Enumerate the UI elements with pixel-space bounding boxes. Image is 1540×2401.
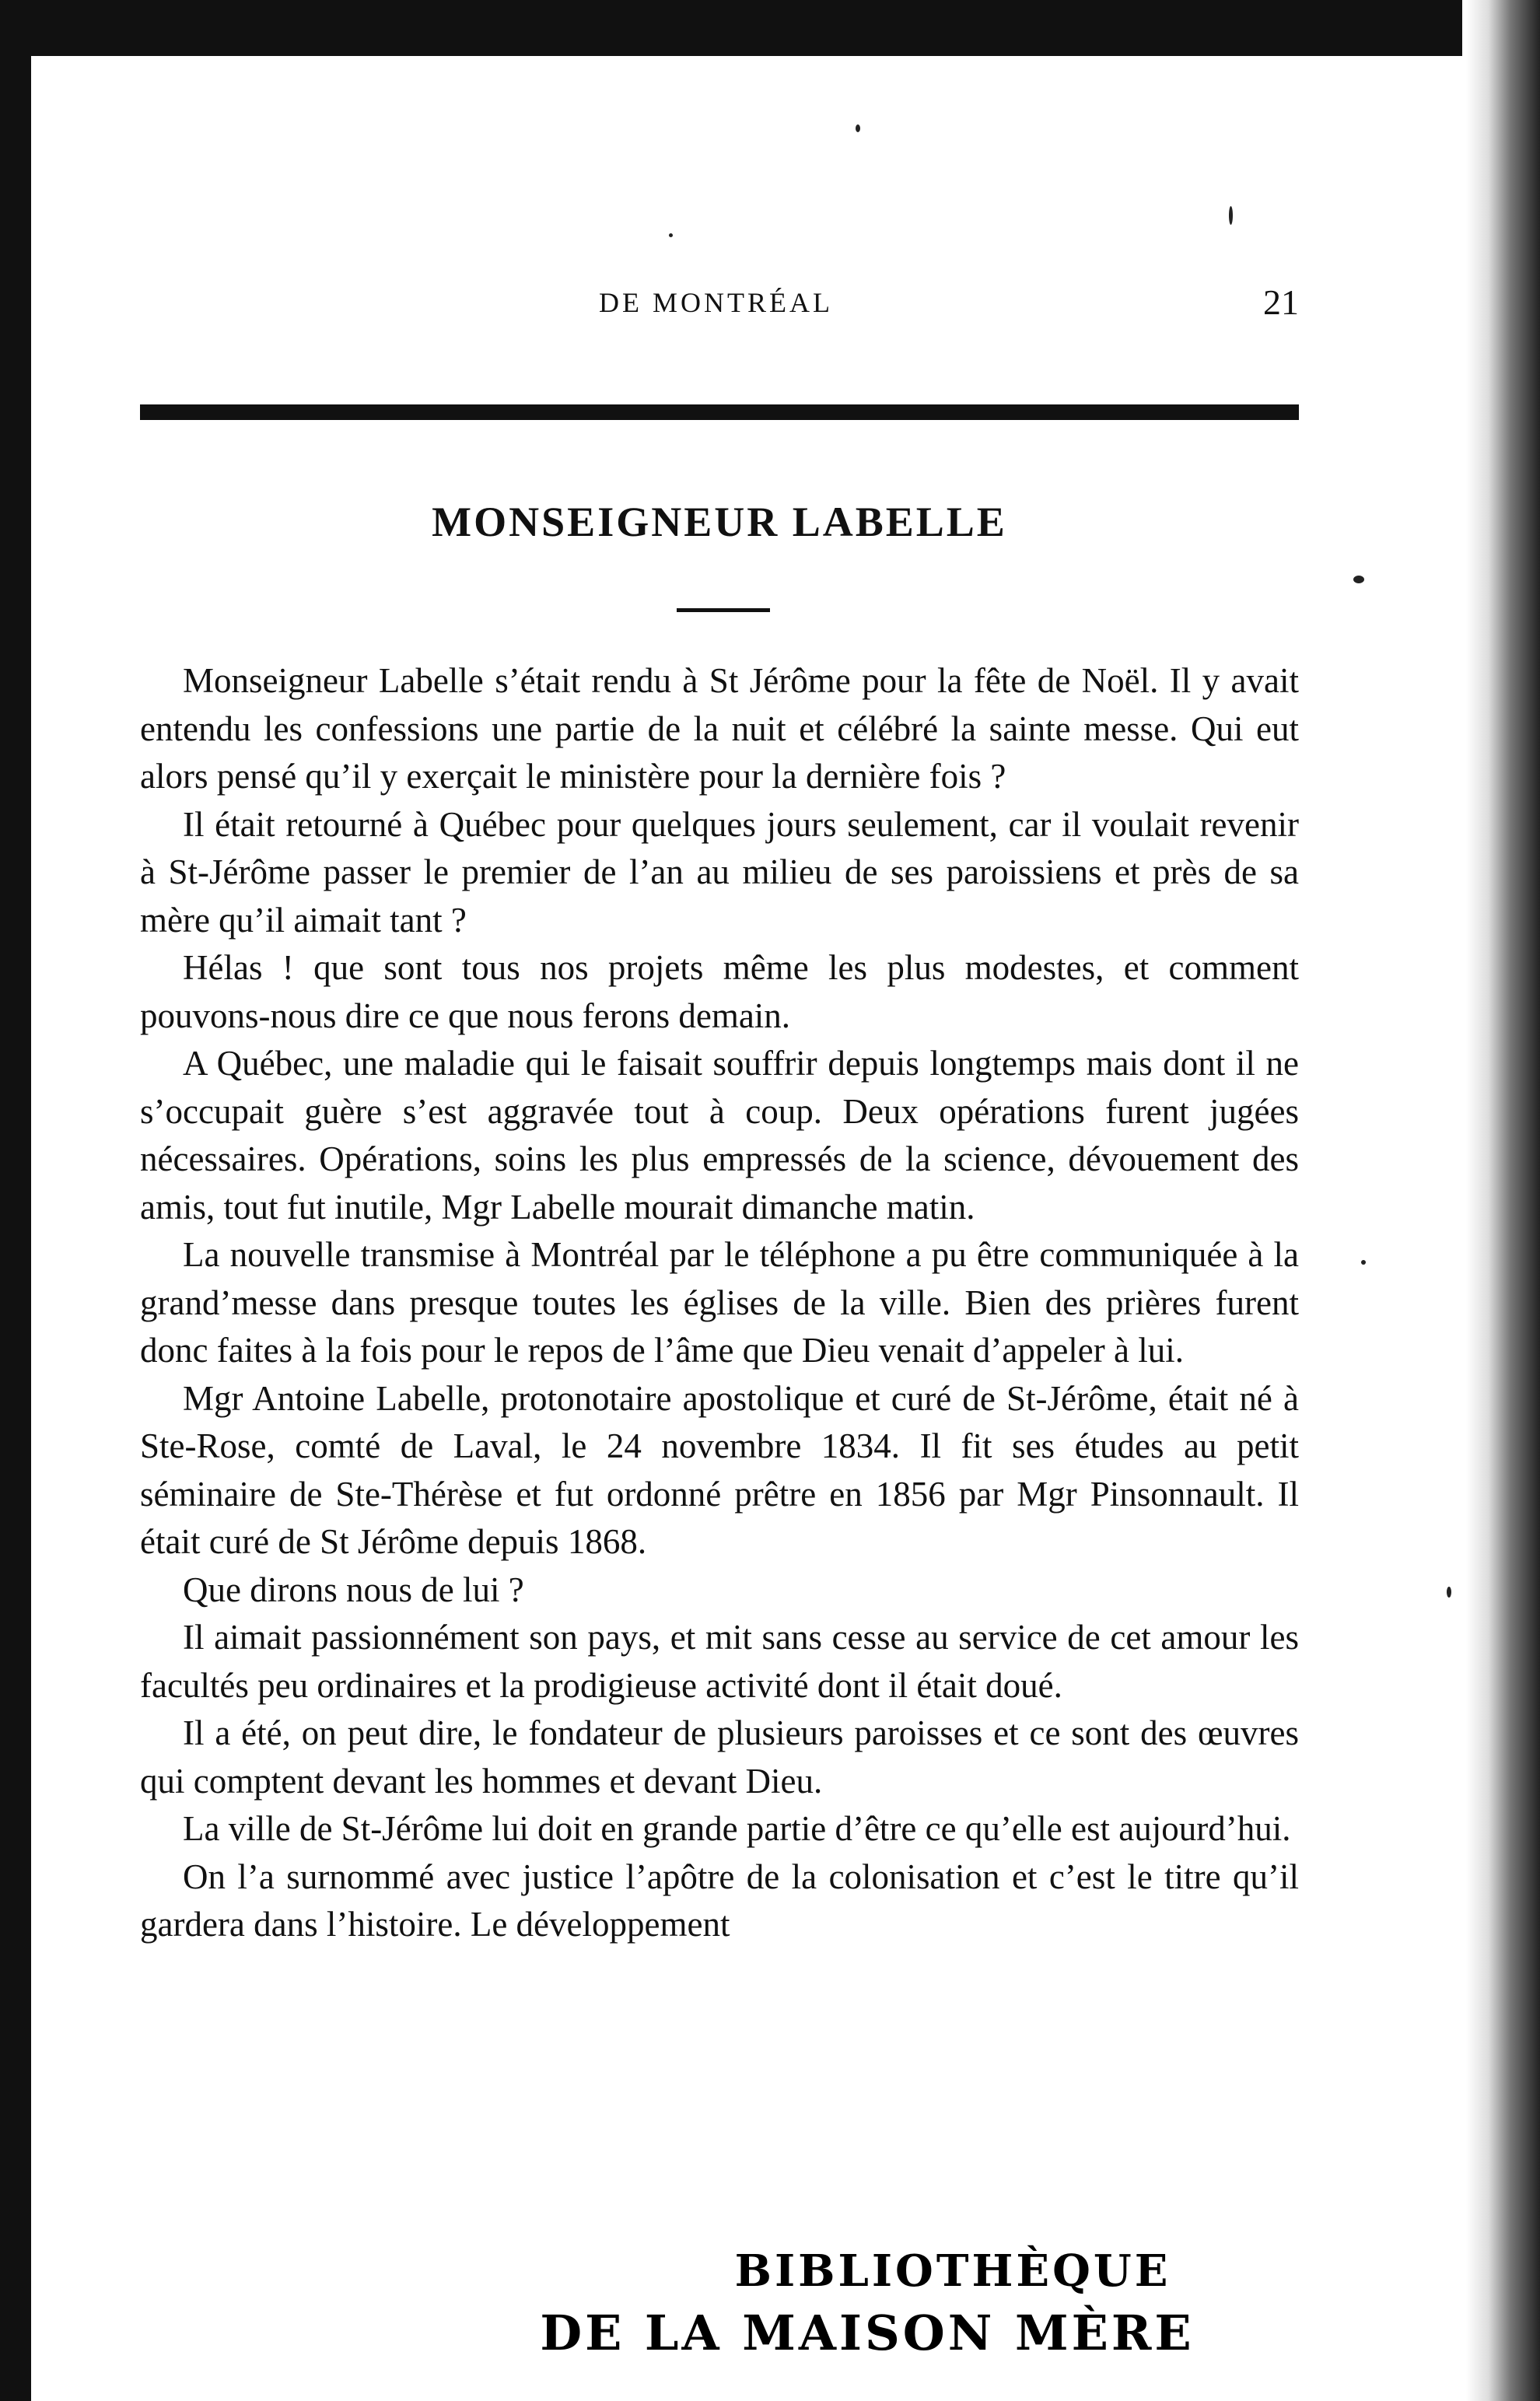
scan-speck xyxy=(669,233,673,237)
paragraph: Il aimait passionnément son pays, et mit sans cesse au service de cet amour les facultés peu ordinaires et la prodigieuse activité dont il était doué. xyxy=(140,1618,1299,1705)
scan-speck xyxy=(856,124,860,132)
paragraph: Il a été, on peut dire, le fondateur de plusieurs paroisses et ce sont des œuvres qui comptent devant les hommes et devant Dieu. xyxy=(140,1713,1299,1801)
paragraph: Hélas ! que sont tous nos projets même les plus modestes, et comment pouvons-nous dire ce que nous ferons demain. xyxy=(140,948,1299,1035)
paragraph: Monseigneur Labelle s’était rendu à St Jérôme pour la fête de Noël. Il y avait entendu les confessions une partie de la nuit et célébré la sainte messe. Qui eut alors pensé qu’il y exerçait le ministère pour la dernière fois ? xyxy=(140,661,1299,796)
paragraph: Que dirons nous de lui ? xyxy=(183,1570,524,1609)
paragraph: Il était retourné à Québec pour quelques jours seulement, car il voulait revenir à St-Jérôme passer le premier de l’an au milieu de ses paroissiens et près de sa mère qu’il aimait tant ? xyxy=(140,804,1299,940)
scan-speck xyxy=(1229,206,1233,225)
scan-speck xyxy=(1353,576,1364,583)
paragraph: Mgr Antoine Labelle, protonotaire apostolique et curé de St-Jérôme, était né à Ste-Rose, comté de Laval, le 24 novembre 1834. Il fit ses études au petit séminaire de Ste-Thérèse et fut ordonné prêtre en 1856 par Mgr Pinsonnault. Il était curé de St Jérôme depuis 1868. xyxy=(140,1378,1299,1561)
scan-border-right xyxy=(1466,0,1540,2401)
paragraph: La ville de St-Jérôme lui doit en grande partie d’être ce qu’elle est aujourd’hui. xyxy=(183,1809,1291,1848)
scan-border-top xyxy=(0,0,1462,56)
paragraph: La nouvelle transmise à Montréal par le téléphone a pu être communiquée à la grand’messe dans presque toutes les églises de la ville. Bien des prières furent donc faites à la fois pour le repos de l’âme que Dieu venait d’appeler à lui. xyxy=(140,1235,1299,1370)
article-body xyxy=(140,657,1299,1949)
paragraph: A Québec, une maladie qui le faisait souffrir depuis longtemps mais dont il ne s’occupait guère s’est aggravée tout à coup. Deux opérations furent jugées nécessaires. Opérations, soins les plus empressés de la science, dévouement des amis, tout fut inutile, Mgr Labelle mourait dimanche matin. xyxy=(140,1044,1299,1227)
scan-border-left xyxy=(0,0,31,2401)
running-head-title: DE MONTRÉAL xyxy=(599,287,833,318)
scan-speck xyxy=(1447,1587,1451,1598)
paragraph: On l’a surnommé avec justice l’apôtre de la colonisation et c’est le titre qu’il gardera dans l’histoire. Le développement xyxy=(140,1857,1299,1944)
stamp-line-house: DE LA MAISON MÈRE xyxy=(540,2305,1195,2361)
header-rule xyxy=(140,404,1299,420)
library-stamp xyxy=(540,2240,1276,2364)
running-head xyxy=(140,282,1299,333)
stamp-line-library: BIBLIOTHÈQUE xyxy=(734,2245,1171,2297)
article-title: MONSEIGNEUR LABELLE xyxy=(432,499,1007,545)
title-divider xyxy=(677,608,770,612)
page-number: 21 xyxy=(1263,282,1299,322)
scan-speck xyxy=(1361,1260,1366,1265)
